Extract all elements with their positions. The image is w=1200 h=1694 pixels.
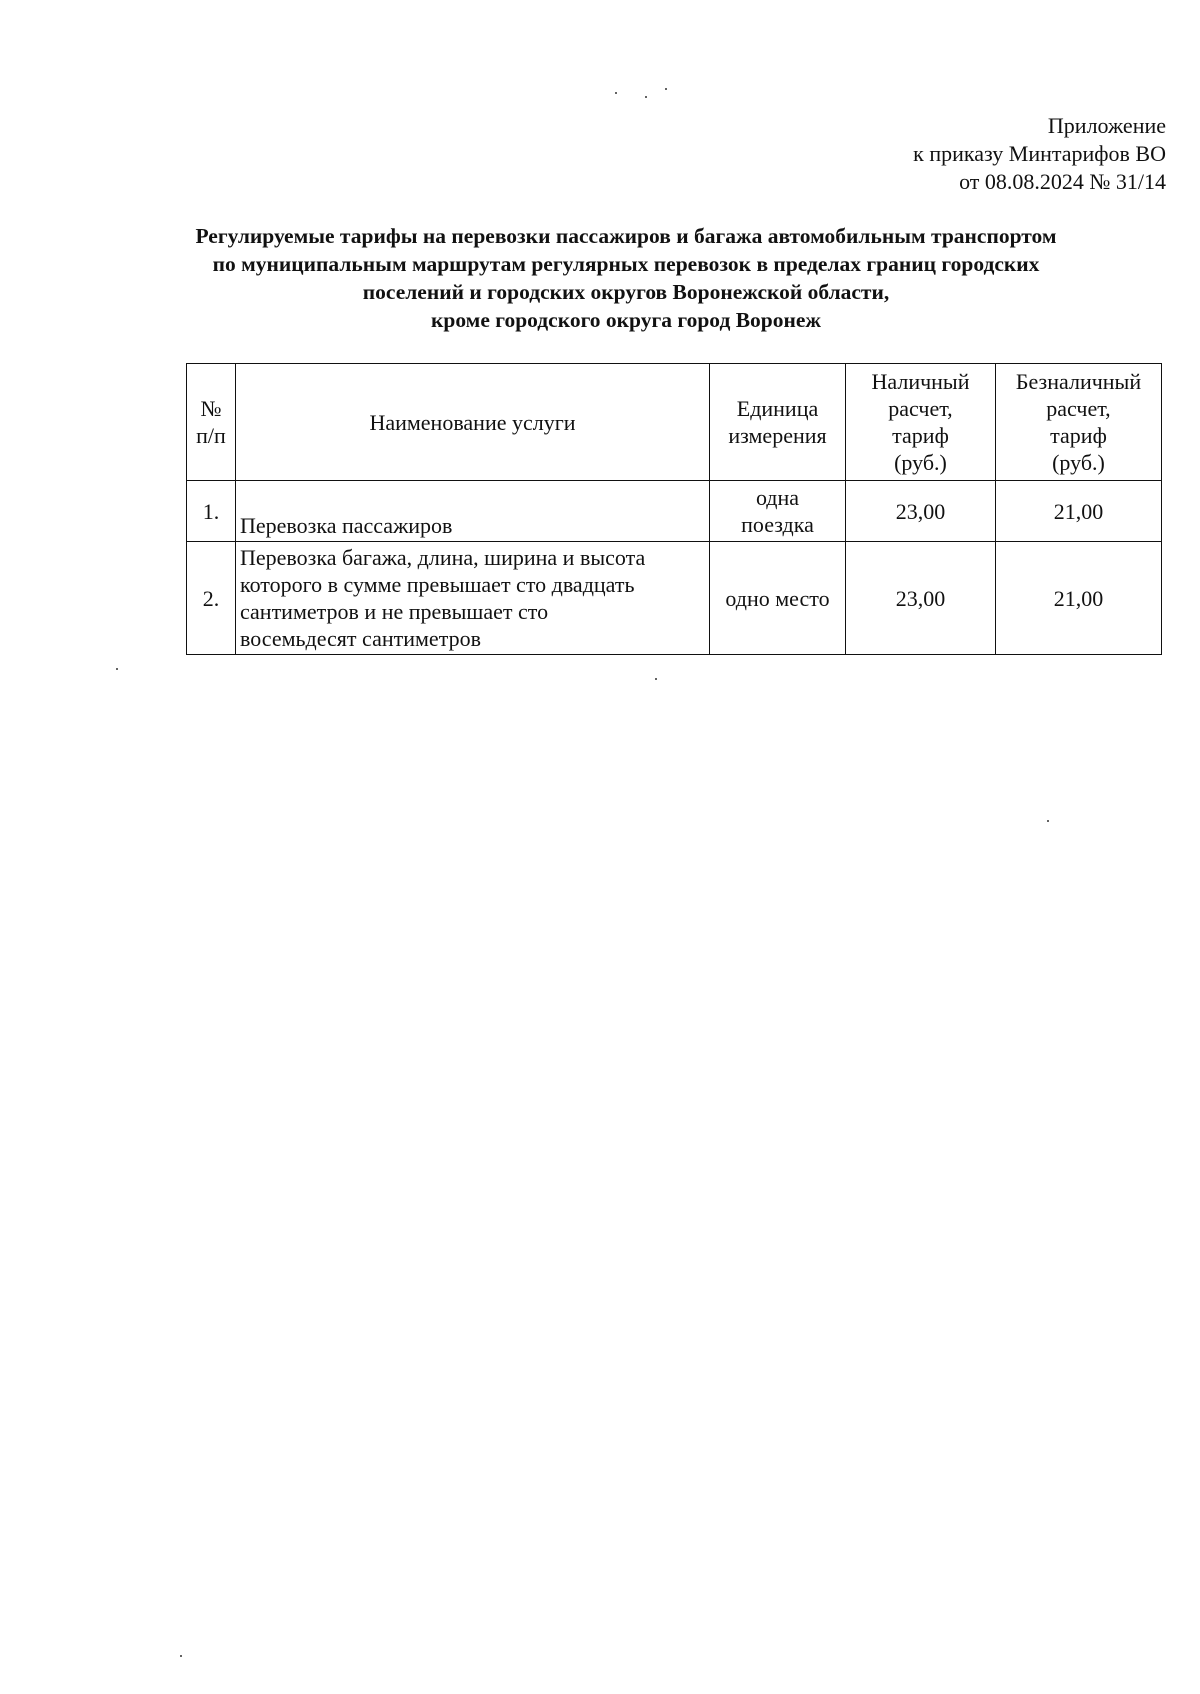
scan-speck bbox=[665, 88, 667, 90]
header-num: № п/п bbox=[187, 364, 236, 481]
scan-speck bbox=[655, 678, 657, 680]
row-service-name: Перевозка багажа, длина, ширина и высота которого в сумме превышает сто двадцать сантиметров и не превышает сто восемьдесят сантиметров bbox=[236, 542, 710, 655]
header-cashless-tariff: Безналичный расчет, тариф (руб.) bbox=[996, 364, 1162, 481]
annex-line: от 08.08.2024 № 31/14 bbox=[959, 169, 1166, 194]
row-cashless-tariff: 21,00 bbox=[996, 481, 1162, 542]
title-line: Регулируемые тарифы на перевозки пассажиров и багажа автомобильным транспортом bbox=[195, 224, 1057, 248]
scan-speck bbox=[645, 96, 647, 98]
table-header-row bbox=[187, 364, 1162, 481]
table-row bbox=[187, 542, 1162, 655]
row-number: 2. bbox=[187, 542, 236, 655]
header-unit: Единица измерения bbox=[710, 364, 846, 481]
title-line: по муниципальным маршрутам регулярных перевозок в пределах границ городских bbox=[212, 252, 1040, 276]
row-unit: одно место bbox=[710, 542, 846, 655]
annex-header bbox=[913, 112, 1166, 196]
row-cash-tariff: 23,00 bbox=[846, 542, 996, 655]
document-title bbox=[170, 222, 1082, 334]
title-line: поселений и городских округов Воронежской области, bbox=[362, 280, 890, 304]
row-service-name: Перевозка пассажиров bbox=[236, 481, 710, 542]
annex-line: к приказу Минтарифов ВО bbox=[913, 141, 1166, 166]
row-unit: одна поездка bbox=[710, 481, 846, 542]
table-row bbox=[187, 481, 1162, 542]
header-service-name: Наименование услуги bbox=[236, 364, 710, 481]
scan-speck bbox=[615, 92, 617, 94]
tariffs-table bbox=[186, 363, 1162, 655]
row-cash-tariff: 23,00 bbox=[846, 481, 996, 542]
header-cash-tariff: Наличный расчет, тариф (руб.) bbox=[846, 364, 996, 481]
title-line: кроме городского округа город Воронеж bbox=[430, 308, 822, 332]
row-cashless-tariff: 21,00 bbox=[996, 542, 1162, 655]
scan-speck bbox=[116, 668, 118, 670]
row-number: 1. bbox=[187, 481, 236, 542]
scan-speck bbox=[1047, 820, 1049, 822]
annex-line: Приложение bbox=[1047, 113, 1166, 138]
scan-speck bbox=[180, 1655, 182, 1657]
